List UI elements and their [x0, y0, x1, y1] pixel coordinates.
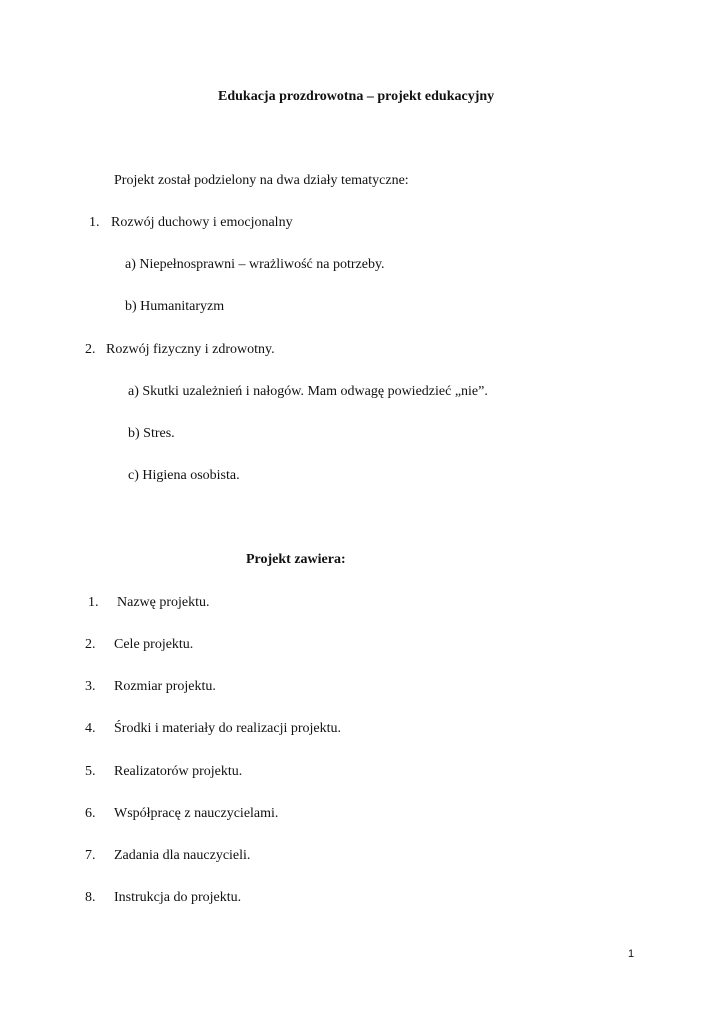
contents-7-text: Zadania dla nauczycieli. — [114, 848, 251, 863]
section-1-item-a: a) Niepełnosprawni – wrażliwość na potrzeby. — [125, 257, 385, 272]
section-2-item-c: c) Higiena osobista. — [128, 468, 240, 483]
contents-5-number: 5. — [85, 764, 96, 779]
page-number: 1 — [628, 948, 635, 960]
contents-8-number: 8. — [85, 890, 96, 905]
contents-7-number: 7. — [85, 848, 96, 863]
contents-6-number: 6. — [85, 806, 96, 821]
contents-1-text: Nazwę projektu. — [117, 595, 210, 610]
contents-4-number: 4. — [85, 721, 96, 736]
contents-2-text: Cele projektu. — [114, 637, 194, 652]
section-2-item-a: a) Skutki uzależnień i nałogów. Mam odwagę powiedzieć „nie”. — [128, 384, 488, 399]
section-2-number: 2. — [85, 342, 96, 357]
contents-8-text: Instrukcja do projektu. — [114, 890, 242, 905]
section-1-number: 1. — [89, 215, 100, 230]
section-1-item-b: b) Humanitaryzm — [125, 299, 225, 314]
section-2-label: Rozwój fizyczny i zdrowotny. — [106, 342, 275, 357]
section-2-item-b: b) Stres. — [128, 426, 175, 441]
contents-heading: Projekt zawiera: — [246, 552, 346, 567]
intro-text: Projekt został podzielony na dwa działy tematyczne: — [114, 173, 409, 188]
document-title: Edukacja prozdrowotna – projekt edukacyjny — [218, 89, 495, 104]
contents-3-number: 3. — [85, 679, 96, 694]
contents-4-text: Środki i materiały do realizacji projektu. — [114, 721, 342, 736]
section-1-label: Rozwój duchowy i emocjonalny — [111, 215, 293, 230]
contents-2-number: 2. — [85, 637, 96, 652]
contents-6-text: Współpracę z nauczycielami. — [114, 806, 279, 821]
contents-5-text: Realizatorów projektu. — [114, 764, 243, 779]
contents-1-number: 1. — [88, 595, 99, 610]
contents-3-text: Rozmiar projektu. — [114, 679, 216, 694]
